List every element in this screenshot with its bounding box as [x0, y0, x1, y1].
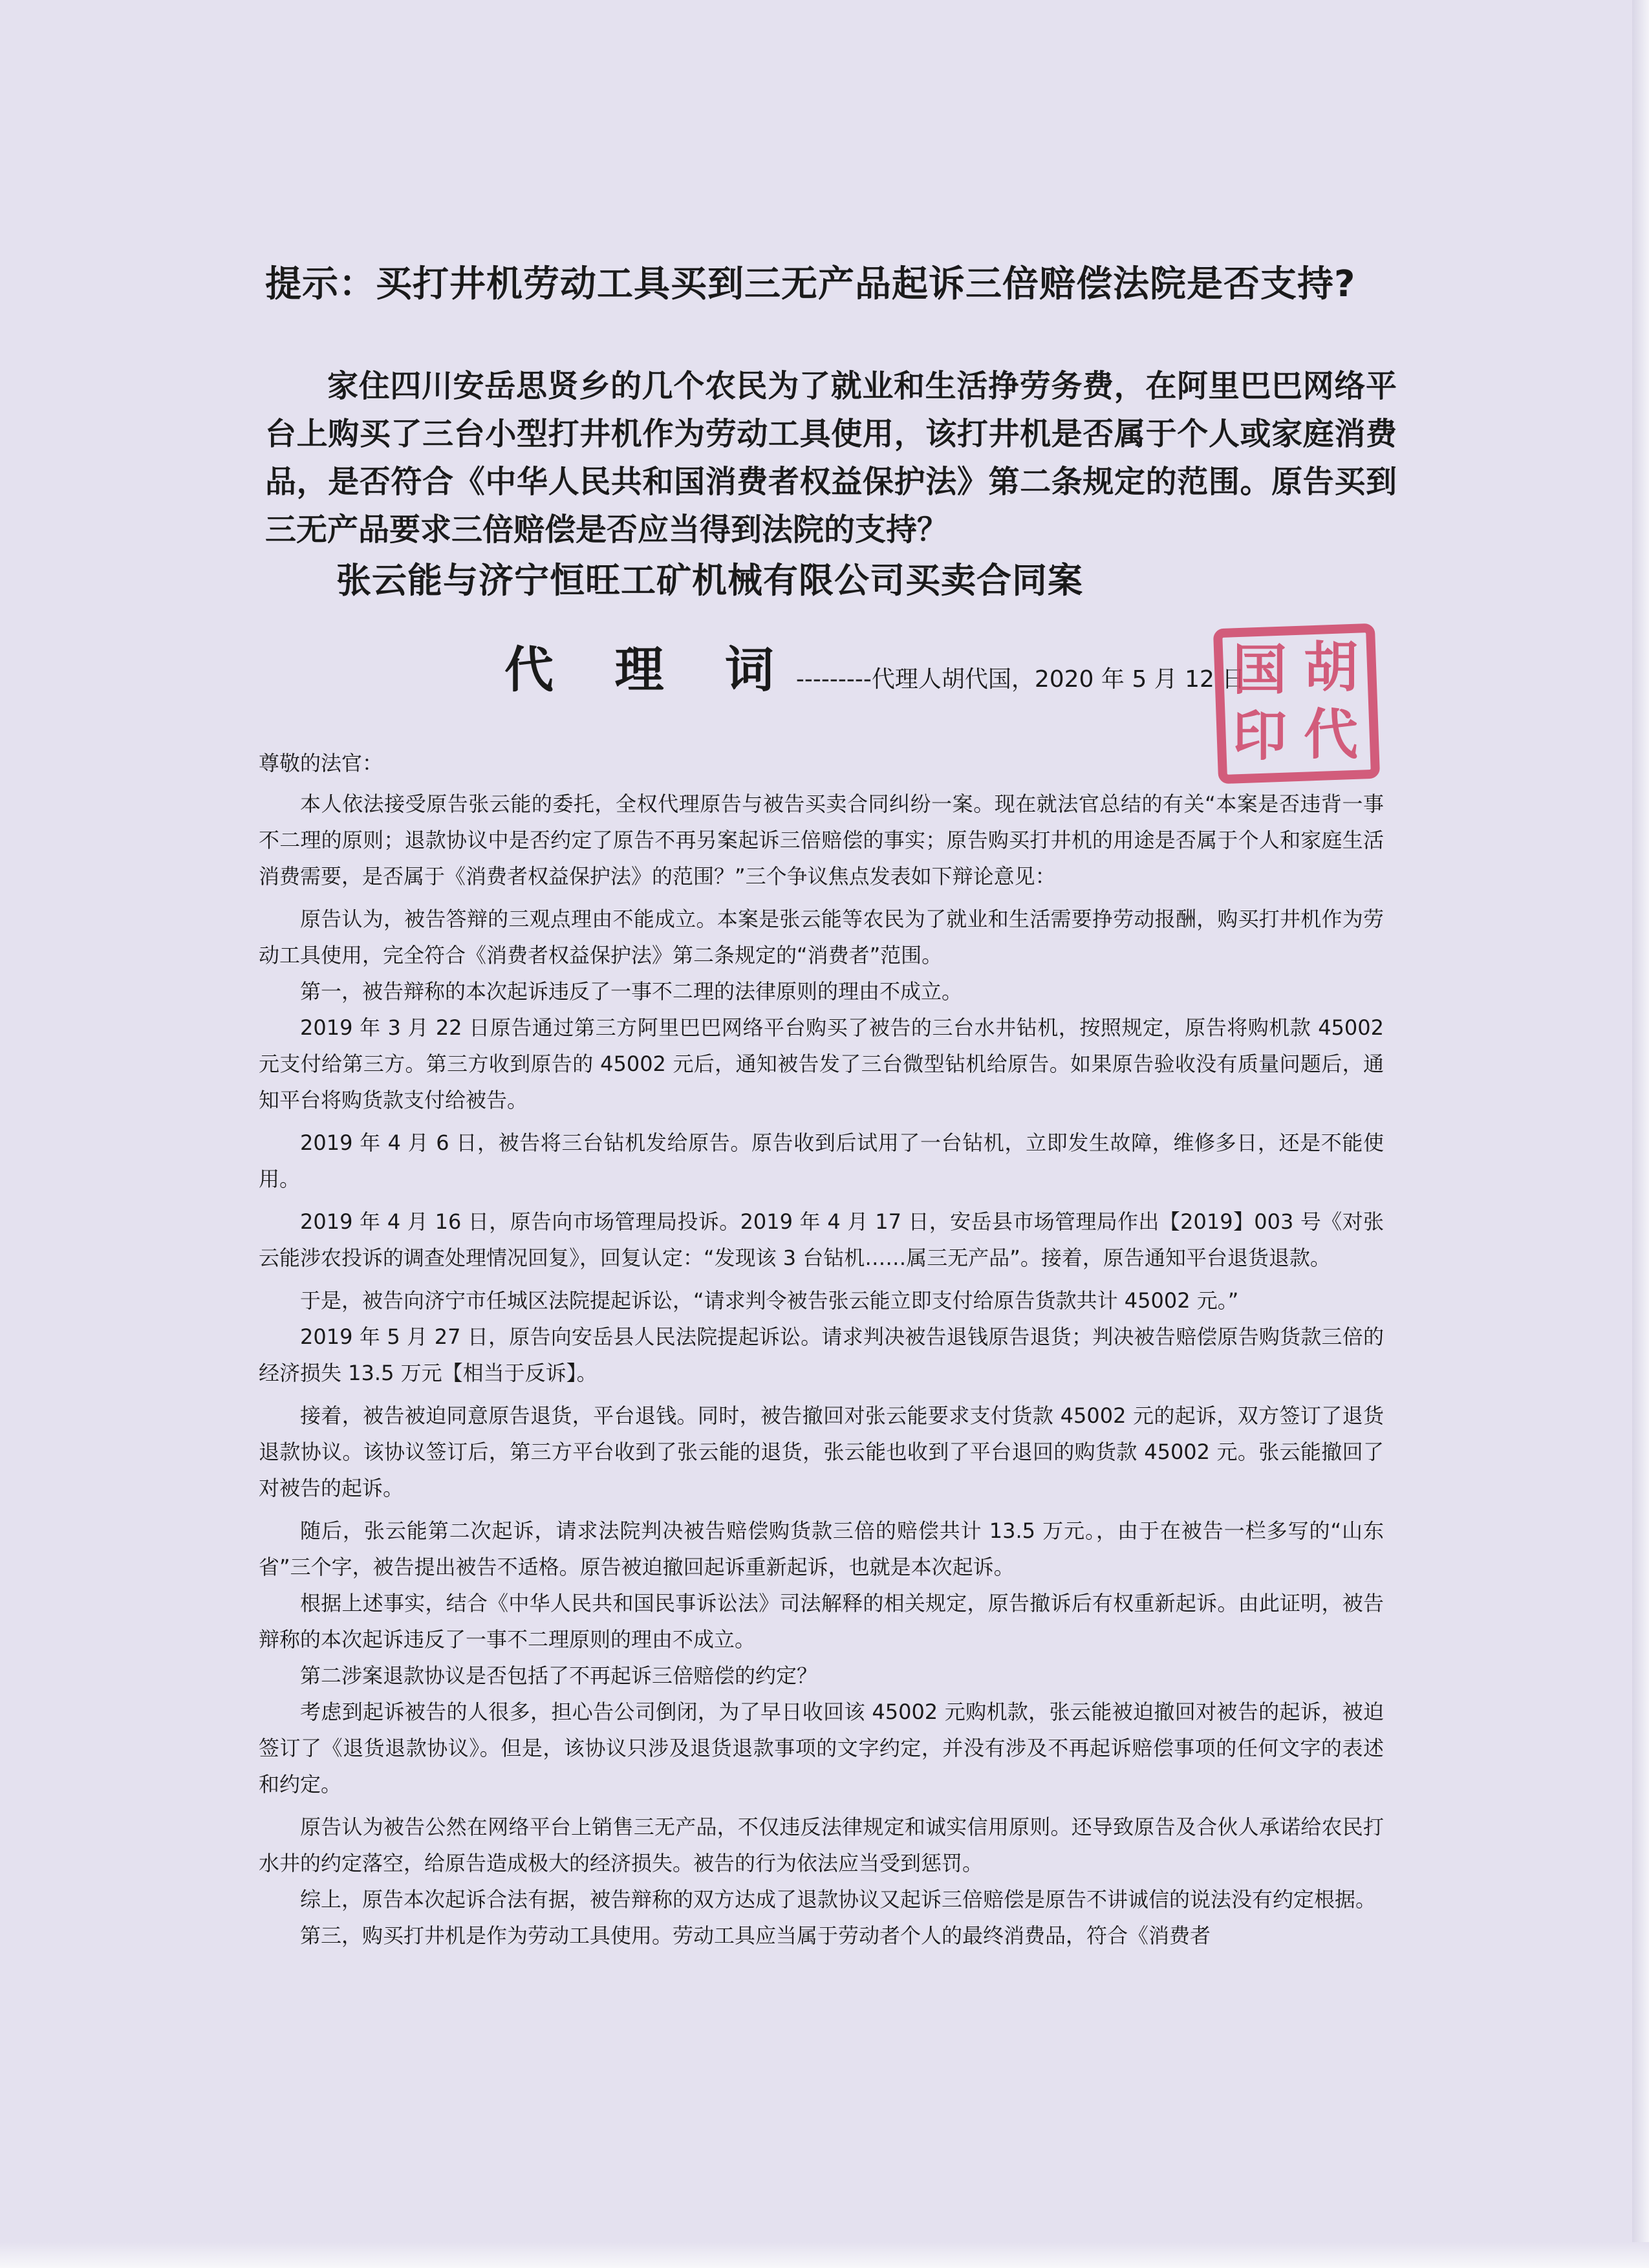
- case-title: 张云能与济宁恒旺工矿机械有限公司买卖合同案: [336, 560, 1083, 601]
- body-paragraph: 原告认为，被告答辩的三观点理由不能成立。本案是张云能等农民为了就业和生活需要挣劳动报酬，购买打井机作为劳动工具使用，完全符合《消费者权益保护法》第二条规定的“消费者”范围。: [259, 907, 1384, 967]
- intro-paragraph: 家住四川安岳思贤乡的几个农民为了就业和生活挣劳务费，在阿里巴巴网络平台上购买了三台小型打井机作为劳动工具使用，该打井机是否属于个人或家庭消费品，是否符合《中华人民共和国消费者权益保护法》第二条规定的范围。原告买到三无产品要求三倍赔偿是否应当得到法院的支持？: [265, 368, 1397, 548]
- body-text: [259, 786, 1384, 1954]
- document-title: [504, 631, 1245, 701]
- body-paragraph: 2019 年 5 月 27 日，原告向安岳县人民法院提起诉讼。请求判决被告退钱原告退货；判决被告赔偿原告购货款三倍的经济损失 13.5 万元【相当于反诉】。: [259, 1324, 1384, 1385]
- body-paragraph: 本人依法接受原告张云能的委托，全权代理原告与被告买卖合同纠纷一案。现在就法官总结的有关“本案是否违背一事不二理的原则；退款协议中是否约定了原告不再另案起诉三倍赔偿的事实；原告购买打井机的用途是否属于个人和家庭生活消费需要，是否属于《消费者权益保护法》的范围？”三个争议焦点发表如下辩论意见：: [259, 792, 1384, 889]
- body-paragraph: 2019 年 4 月 16 日，原告向市场管理局投诉。2019 年 4 月 17 日，安岳县市场管理局作出【2019】003 号《对张云能涉农投诉的调查处理情况回复》，回复认定：“发现该 3 台钻机……属三无产品”。接着，原告通知平台退货退款。: [259, 1209, 1384, 1270]
- body-paragraph: 第三，购买打井机是作为劳动工具使用。劳动工具应当属于劳动者个人的最终消费品，符合《消费者: [300, 1923, 1211, 1948]
- body-paragraph: 第二涉案退款协议是否包括了不再起诉三倍赔偿的约定？: [300, 1663, 818, 1688]
- seal-char: 印: [1232, 704, 1287, 768]
- body-paragraph: 随后，张云能第二次起诉，请求法院判决被告赔偿购货款三倍的赔偿共计 13.5 万元。，由于在被告一栏多写的“山东省”三个字，被告提出被告不适格。原告被迫撤回起诉重新起诉，也就是本次起诉。: [259, 1518, 1384, 1579]
- salutation: 尊敬的法官：: [259, 751, 383, 775]
- document-title-main: 代 理 词: [504, 641, 796, 698]
- seal-char: 代: [1303, 702, 1358, 766]
- seal-stamp: [1216, 626, 1377, 781]
- page-edge-bottom: [0, 2242, 1649, 2268]
- hint-heading: 提示：买打井机劳动工具买到三无产品起诉三倍赔偿法院是否支持?: [265, 263, 1356, 305]
- document-title-byline: ---------代理人胡代国，2020 年 5 月 12 日: [795, 666, 1245, 693]
- body-paragraph: 考虑到起诉被告的人很多，担心告公司倒闭，为了早日收回该 45002 元购机款，张云能被迫撤回对被告的起诉，被迫签订了《退货退款协议》。但是，该协议只涉及退货退款事项的文字约定，并没有涉及不再起诉赔偿事项的任何文字的表述和约定。: [259, 1700, 1384, 1797]
- body-paragraph: 于是，被告向济宁市任城区法院提起诉讼，“请求判令被告张云能立即支付给原告货款共计 45002 元。”: [300, 1288, 1239, 1313]
- body-paragraph: 第一，被告辩称的本次起诉违反了一事不二理的法律原则的理由不成立。: [300, 979, 963, 1004]
- body-paragraph: 接着，被告被迫同意原告退货，平台退钱。同时，被告撤回对张云能要求支付货款 45002 元的起诉，双方签订了退货退款协议。该协议签订后，第三方平台收到了张云能的退货，张云能也收到了平台退回的购货款 45002 元。张云能撤回了对被告的起诉。: [259, 1403, 1384, 1500]
- body-paragraph: 根据上述事实，结合《中华人民共和国民事诉讼法》司法解释的相关规定，原告撤诉后有权重新起诉。由此证明，被告辩称的本次起诉违反了一事不二理原则的理由不成立。: [259, 1591, 1384, 1652]
- body-paragraph: 原告认为被告公然在网络平台上销售三无产品，不仅违反法律规定和诚实信用原则。还导致原告及合伙人承诺给农民打水井的约定落空，给原告造成极大的经济损失。被告的行为依法应当受到惩罚。: [259, 1815, 1384, 1875]
- seal-char: 国: [1232, 638, 1287, 702]
- page-edge: [1632, 0, 1649, 2268]
- body-paragraph: 2019 年 4 月 6 日，被告将三台钻机发给原告。原告收到后试用了一台钻机，立即发生故障，维修多日，还是不能使用。: [259, 1130, 1384, 1191]
- body-paragraph: 综上，原告本次起诉合法有据，被告辩称的双方达成了退款协议又起诉三倍赔偿是原告不讲诚信的说法没有约定根据。: [300, 1887, 1377, 1912]
- seal-char: 胡: [1303, 635, 1358, 699]
- body-paragraph: 2019 年 3 月 22 日原告通过第三方阿里巴巴网络平台购买了被告的三台水井钻机，按照规定，原告将购机款 45002 元支付给第三方。第三方收到原告的 45002 元后，通知被告发了三台微型钻机给原告。如果原告验收没有质量问题后，通知平台将购货款支付给被告。: [259, 1015, 1384, 1112]
